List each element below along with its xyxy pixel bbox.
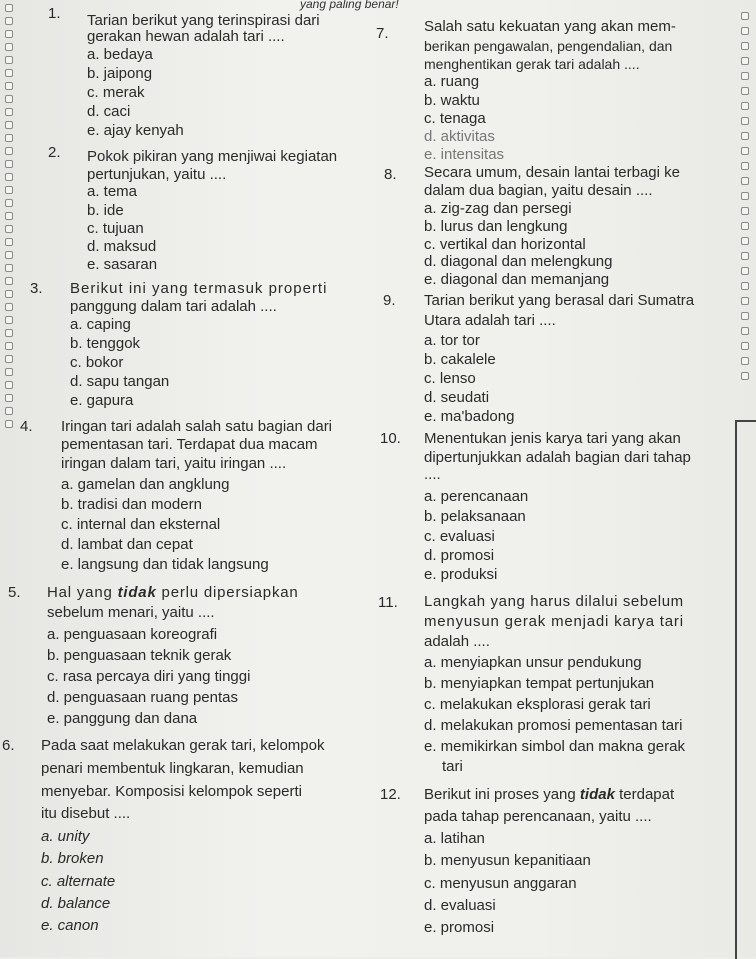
- question-6-text-line1: Pada saat melakukan gerak tari, kelompok: [41, 737, 325, 754]
- question-12-number: 12.: [380, 786, 401, 803]
- question-8-option-c[interactable]: c. vertikal dan horizontal: [424, 236, 586, 253]
- question-8-text-line1: Secara umum, desain lantai terbagi ke: [424, 164, 680, 181]
- question-12-option-d[interactable]: d. evaluasi: [424, 897, 496, 914]
- question-10-option-e[interactable]: e. produksi: [424, 566, 498, 583]
- question-5-option-d[interactable]: d. penguasaan ruang pentas: [47, 689, 238, 706]
- question-5-text-line1: Hal yang tidak perlu dipersiapkan: [47, 584, 299, 601]
- question-5-option-c[interactable]: c. rasa percaya diri yang tinggi: [47, 668, 251, 685]
- question-4-option-a[interactable]: a. gamelan dan angklung: [61, 476, 230, 493]
- question-4-text-line3: iringan dalam tari, yaitu iringan ....: [61, 455, 287, 472]
- question-8-option-e[interactable]: e. diagonal dan memanjang: [424, 271, 610, 288]
- question-12-text-line1: Berikut ini proses yang tidak terdapat: [424, 786, 675, 803]
- question-5-option-e[interactable]: e. panggung dan dana: [47, 710, 198, 727]
- question-3-option-c[interactable]: c. bokor: [70, 354, 124, 371]
- question-7-text-line2: berikan pengawalan, pengendalian, dan: [424, 38, 673, 54]
- question-6-option-c[interactable]: c. alternate: [41, 873, 116, 890]
- question-10-text-line2: dipertunjukkan adalah bagian dari tahap: [424, 449, 691, 466]
- question-4-option-d[interactable]: d. lambat dan cepat: [61, 536, 193, 553]
- question-11-option-d[interactable]: d. melakukan promosi pementasan tari: [424, 717, 683, 734]
- question-10-option-c[interactable]: c. evaluasi: [424, 528, 495, 545]
- question-9-number: 9.: [383, 292, 396, 309]
- question-1-option-e[interactable]: e. ajay kenyah: [87, 122, 184, 139]
- question-6-text-line4: itu disebut ....: [41, 805, 131, 822]
- question-2-option-b[interactable]: b. ide: [87, 202, 124, 219]
- question-6-option-e[interactable]: e. canon: [41, 917, 99, 934]
- question-6-option-b[interactable]: b. broken: [41, 850, 104, 867]
- question-10-text-line1: Menentukan jenis karya tari yang akan: [424, 430, 681, 447]
- question-11-option-e-continued: tari: [442, 758, 463, 775]
- question-11-number: 11.: [378, 594, 398, 611]
- question-11-text-line1: Langkah yang harus dilalui sebelum: [424, 593, 684, 610]
- question-3-text-line1: Berikut ini yang termasuk properti: [70, 280, 328, 297]
- question-7-option-c[interactable]: c. tenaga: [424, 110, 486, 127]
- question-4-text-line1: Iringan tari adalah salah satu bagian dari: [61, 418, 333, 435]
- question-5-number: 5.: [8, 584, 21, 601]
- question-1-option-d[interactable]: d. caci: [87, 103, 131, 120]
- question-2-option-d[interactable]: d. maksud: [87, 238, 157, 255]
- question-8-text-line2: dalam dua bagian, yaitu desain ....: [424, 182, 653, 199]
- header-partial-text: yang paling benar!: [300, 0, 399, 11]
- emphasis-tidak: tidak: [117, 584, 157, 601]
- question-1-option-c[interactable]: c. merak: [87, 84, 145, 101]
- question-11-option-e[interactable]: e. memikirkan simbol dan makna gerak: [424, 738, 685, 755]
- question-8-number: 8.: [384, 166, 397, 183]
- question-2-option-c[interactable]: c. tujuan: [87, 220, 144, 237]
- question-3-number: 3.: [30, 280, 43, 297]
- question-3-option-e[interactable]: e. gapura: [70, 392, 134, 409]
- question-9-text-line2: Utara adalah tari ....: [424, 312, 556, 329]
- question-7-option-d[interactable]: d. aktivitas: [424, 128, 495, 145]
- question-3-option-b[interactable]: b. tenggok: [70, 335, 141, 352]
- question-6-text-line2: penari membentuk lingkaran, kemudian: [41, 760, 304, 777]
- question-11-text-line2: menyusun gerak menjadi karya tari: [424, 613, 684, 630]
- question-2-option-e[interactable]: e. sasaran: [87, 256, 158, 273]
- question-6-option-d[interactable]: d. balance: [41, 895, 111, 912]
- question-10-option-a[interactable]: a. perencanaan: [424, 488, 529, 505]
- question-3-text-line2: panggung dalam tari adalah ....: [70, 298, 277, 315]
- page-edge-frame: [735, 420, 756, 959]
- question-4-option-c[interactable]: c. internal dan eksternal: [61, 516, 221, 533]
- question-5-text-line2: sebelum menari, yaitu ....: [47, 604, 215, 621]
- question-12-option-c[interactable]: c. menyusun anggaran: [424, 875, 577, 892]
- question-5-option-a[interactable]: a. penguasaan koreografi: [47, 626, 218, 643]
- question-2-text-line2: pertunjukan, yaitu ....: [87, 166, 227, 183]
- question-7-option-e[interactable]: e. intensitas: [424, 146, 505, 163]
- question-10-text-line3: ....: [424, 466, 441, 483]
- question-5-option-b[interactable]: b. penguasaan teknik gerak: [47, 647, 232, 664]
- question-8-option-b[interactable]: b. lurus dan lengkung: [424, 218, 568, 235]
- question-8-option-d[interactable]: d. diagonal dan melengkung: [424, 253, 613, 270]
- question-1-option-b[interactable]: b. jaipong: [87, 65, 153, 82]
- binder-holes-right: [738, 8, 752, 408]
- binder-holes-left: [2, 0, 16, 957]
- question-2-number: 2.: [48, 144, 61, 161]
- question-11-text-line3: adalah ....: [424, 633, 490, 650]
- question-3-option-d[interactable]: d. sapu tangan: [70, 373, 170, 390]
- question-7-text-line3: menghentikan gerak tari adalah ....: [424, 56, 640, 72]
- question-2-text-line1: Pokok pikiran yang menjiwai kegiatan: [87, 148, 338, 165]
- question-9-option-e[interactable]: e. ma'badong: [424, 408, 515, 425]
- question-4-option-e[interactable]: e. langsung dan tidak langsung: [61, 556, 269, 573]
- question-7-number: 7.: [376, 25, 389, 42]
- question-1-option-a[interactable]: a. bedaya: [87, 46, 153, 63]
- question-12-option-b[interactable]: b. menyusun kepanitiaan: [424, 852, 591, 869]
- question-1-number: 1.: [48, 5, 61, 22]
- question-2-option-a[interactable]: a. tema: [87, 183, 138, 200]
- question-8-option-a[interactable]: a. zig-zag dan persegi: [424, 200, 572, 217]
- question-10-number: 10.: [380, 430, 401, 447]
- question-11-option-c[interactable]: c. melakukan eksplorasi gerak tari: [424, 696, 651, 713]
- question-9-text-line1: Tarian berikut yang berasal dari Sumatra: [424, 292, 695, 309]
- question-6-number: 6.: [2, 737, 15, 754]
- question-7-option-a[interactable]: a. ruang: [424, 73, 480, 90]
- question-11-option-b[interactable]: b. menyiapkan tempat pertunjukan: [424, 675, 655, 692]
- question-1-text-line1: Tarian berikut yang terinspirasi dari: [87, 12, 320, 29]
- question-10-option-b[interactable]: b. pelaksanaan: [424, 508, 526, 525]
- question-12-option-a[interactable]: a. latihan: [424, 830, 485, 847]
- question-7-text-line1: Salah satu kekuatan yang akan mem-: [424, 18, 676, 35]
- question-4-number: 4.: [20, 418, 33, 435]
- question-6-text-line3: menyebar. Komposisi kelompok seperti: [41, 783, 302, 800]
- question-10-option-d[interactable]: d. promosi: [424, 547, 495, 564]
- emphasis-tidak: tidak: [579, 786, 615, 803]
- question-6-option-a[interactable]: a. unity: [41, 828, 90, 845]
- question-7-option-b[interactable]: b. waktu: [424, 92, 480, 109]
- question-12-option-e[interactable]: e. promosi: [424, 919, 495, 936]
- question-12-text-line2: pada tahap perencanaan, yaitu ....: [424, 808, 652, 825]
- question-11-option-a[interactable]: a. menyiapkan unsur pendukung: [424, 654, 642, 671]
- question-9-option-a[interactable]: a. tor tor: [424, 332, 480, 349]
- question-9-option-b[interactable]: b. cakalele: [424, 351, 496, 368]
- question-1-text-line2: gerakan hewan adalah tari ....: [87, 28, 285, 45]
- question-9-option-d[interactable]: d. seudati: [424, 389, 490, 406]
- question-4-option-b[interactable]: b. tradisi dan modern: [61, 496, 202, 513]
- question-9-option-c[interactable]: c. lenso: [424, 370, 476, 387]
- question-3-option-a[interactable]: a. caping: [70, 316, 131, 333]
- question-4-text-line2: pementasan tari. Terdapat dua macam: [61, 436, 318, 453]
